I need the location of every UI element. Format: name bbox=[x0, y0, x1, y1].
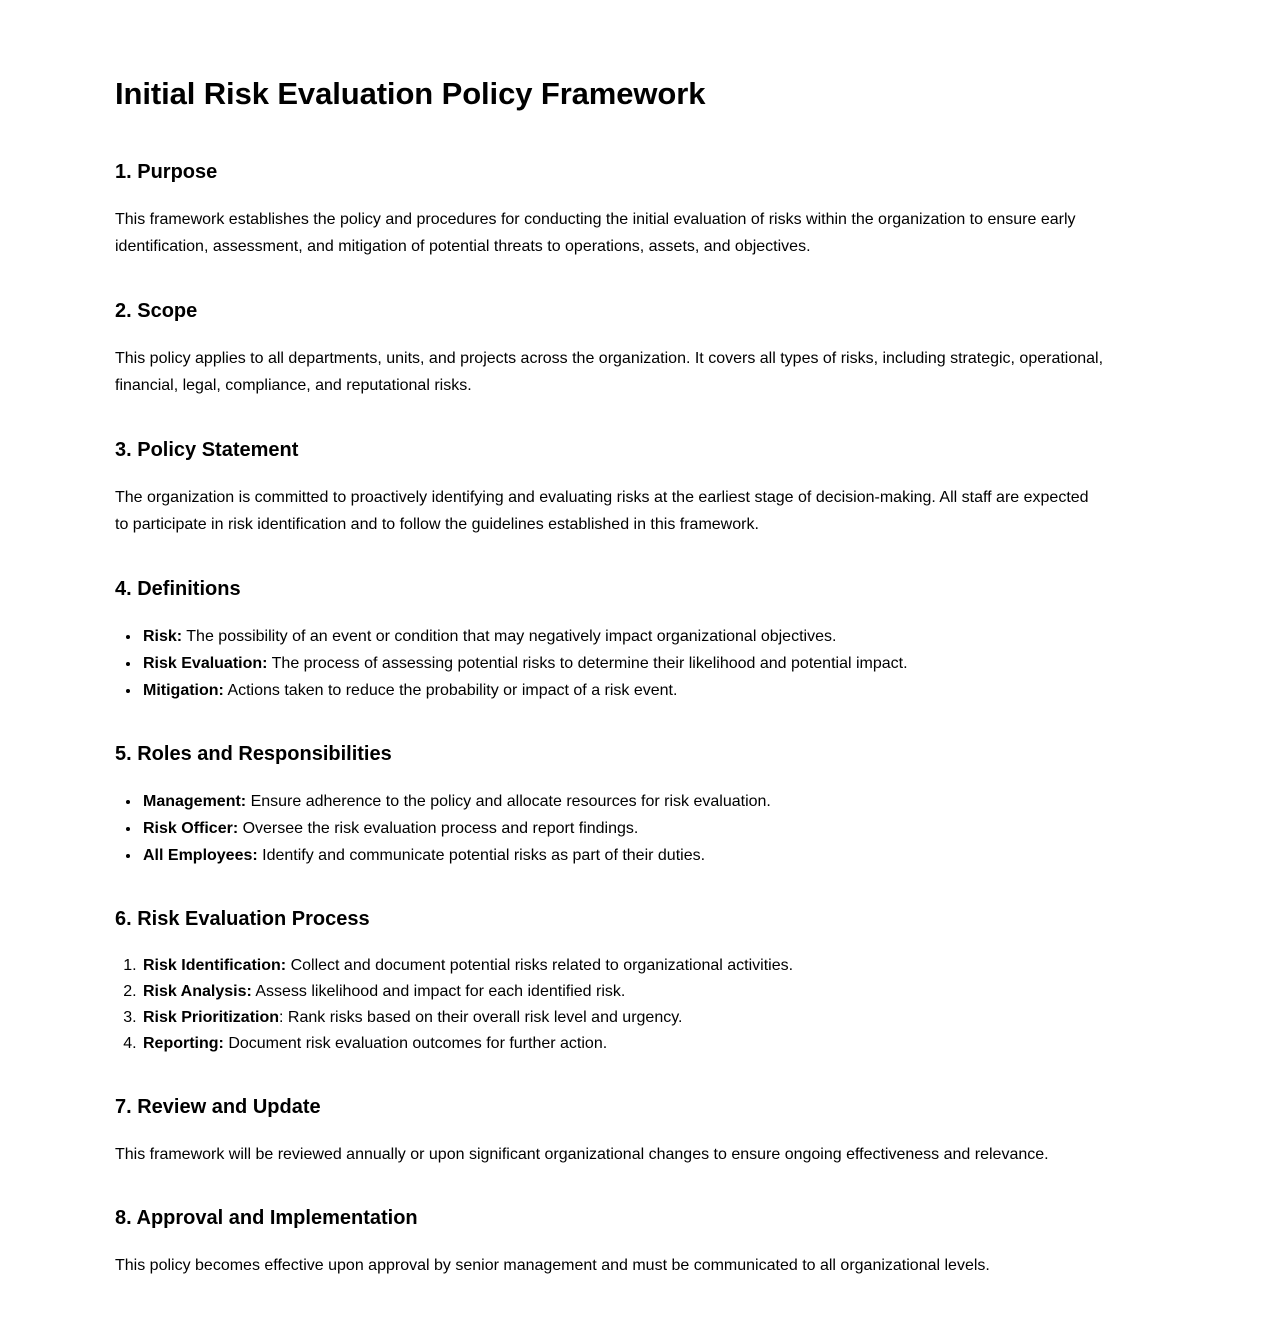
section-risk-evaluation-process bbox=[115, 907, 1105, 1057]
section-heading-roles-responsibilities: 5. Roles and Responsibilities bbox=[115, 742, 392, 765]
list-item-term: Risk Identification: bbox=[143, 956, 287, 974]
list-item-term: Mitigation: bbox=[143, 681, 224, 699]
list-item-text: The process of assessing potential risks to determine their likelihood and potential impact. bbox=[267, 654, 908, 672]
list-item-colon: : bbox=[279, 1008, 284, 1026]
list-item bbox=[141, 677, 1105, 704]
section-heading-scope: 2. Scope bbox=[115, 299, 198, 322]
section-definitions bbox=[115, 577, 1105, 704]
section-paragraph-approval-implementation: This policy becomes effective upon approval by senior management and must be communicated to all organizational levels. bbox=[115, 1257, 990, 1275]
list-item-text: Identify and communicate potential risks as part of their duties. bbox=[257, 846, 706, 864]
section-heading-purpose: 1. Purpose bbox=[115, 160, 218, 183]
list-item bbox=[141, 788, 1105, 815]
section-roles-responsibilities bbox=[115, 742, 1105, 869]
section-review-update bbox=[115, 1095, 1105, 1169]
list-item bbox=[141, 650, 1105, 677]
list-item-term: Risk Prioritization bbox=[143, 1008, 280, 1026]
list-item bbox=[141, 953, 1105, 979]
list-item bbox=[141, 815, 1105, 842]
list-item-term: Reporting: bbox=[143, 1034, 224, 1052]
list-item-term: Risk: bbox=[143, 627, 183, 645]
list-item-text: Ensure adherence to the policy and allocate resources for risk evaluation. bbox=[246, 792, 771, 810]
list-item bbox=[141, 623, 1105, 650]
section-heading-approval-implementation: 8. Approval and Implementation bbox=[115, 1207, 418, 1230]
section-paragraph-purpose: This framework establishes the policy and procedures for conducting the initial evaluation of risks within the organization to ensure early identification, assessment, and mitigation of potential threats to operations, assets, and objectives. bbox=[115, 210, 1076, 256]
list-item-text: Assess likelihood and impact for each identified risk. bbox=[251, 982, 626, 1000]
section-heading-review-update: 7. Review and Update bbox=[115, 1095, 321, 1118]
list-item-term: Risk Evaluation: bbox=[143, 654, 268, 672]
section-heading-risk-evaluation-process: 6. Risk Evaluation Process bbox=[115, 907, 370, 930]
list-item-text: Rank risks based on their overall risk level and urgency. bbox=[283, 1008, 683, 1026]
list-item-text: The possibility of an event or condition that may negatively impact organizational objectives. bbox=[182, 627, 837, 645]
list-item bbox=[141, 1031, 1105, 1057]
list-item-term: Risk Analysis: bbox=[143, 982, 252, 1000]
list-item bbox=[141, 842, 1105, 869]
process-list bbox=[115, 953, 1105, 1057]
list-item-term: Management: bbox=[143, 792, 247, 810]
roles-list bbox=[115, 788, 1105, 869]
list-item bbox=[141, 979, 1105, 1005]
section-policy-statement bbox=[115, 438, 1105, 539]
page-title: Initial Risk Evaluation Policy Framework bbox=[115, 76, 706, 111]
list-item bbox=[141, 1005, 1105, 1031]
list-item-text: Oversee the risk evaluation process and report findings. bbox=[238, 819, 639, 837]
list-item-text: Collect and document potential risks related to organizational activities. bbox=[286, 956, 794, 974]
section-purpose bbox=[115, 160, 1105, 261]
section-heading-policy-statement: 3. Policy Statement bbox=[115, 438, 299, 461]
section-paragraph-review-update: This framework will be reviewed annually or upon significant organizational changes to ensure ongoing effectiveness and relevance. bbox=[115, 1145, 1049, 1163]
section-paragraph-scope: This policy applies to all departments, units, and projects across the organization. It covers all types of risks, including strategic, operational, financial, legal, compliance, and reputational risks. bbox=[115, 349, 1104, 395]
list-item-term: Risk Officer: bbox=[143, 819, 239, 837]
definitions-list bbox=[115, 623, 1105, 704]
section-paragraph-policy-statement: The organization is committed to proactively identifying and evaluating risks at the earliest stage of decision-making. All staff are expected to participate in risk identification and to follow the guidelines established in this framework. bbox=[115, 488, 1089, 534]
section-scope bbox=[115, 299, 1105, 400]
section-approval-implementation bbox=[115, 1206, 1105, 1280]
list-item-text: Document risk evaluation outcomes for further action. bbox=[223, 1034, 608, 1052]
list-item-text: Actions taken to reduce the probability or impact of a risk event. bbox=[223, 681, 678, 699]
section-heading-definitions: 4. Definitions bbox=[115, 577, 241, 600]
list-item-term: All Employees: bbox=[143, 846, 258, 864]
